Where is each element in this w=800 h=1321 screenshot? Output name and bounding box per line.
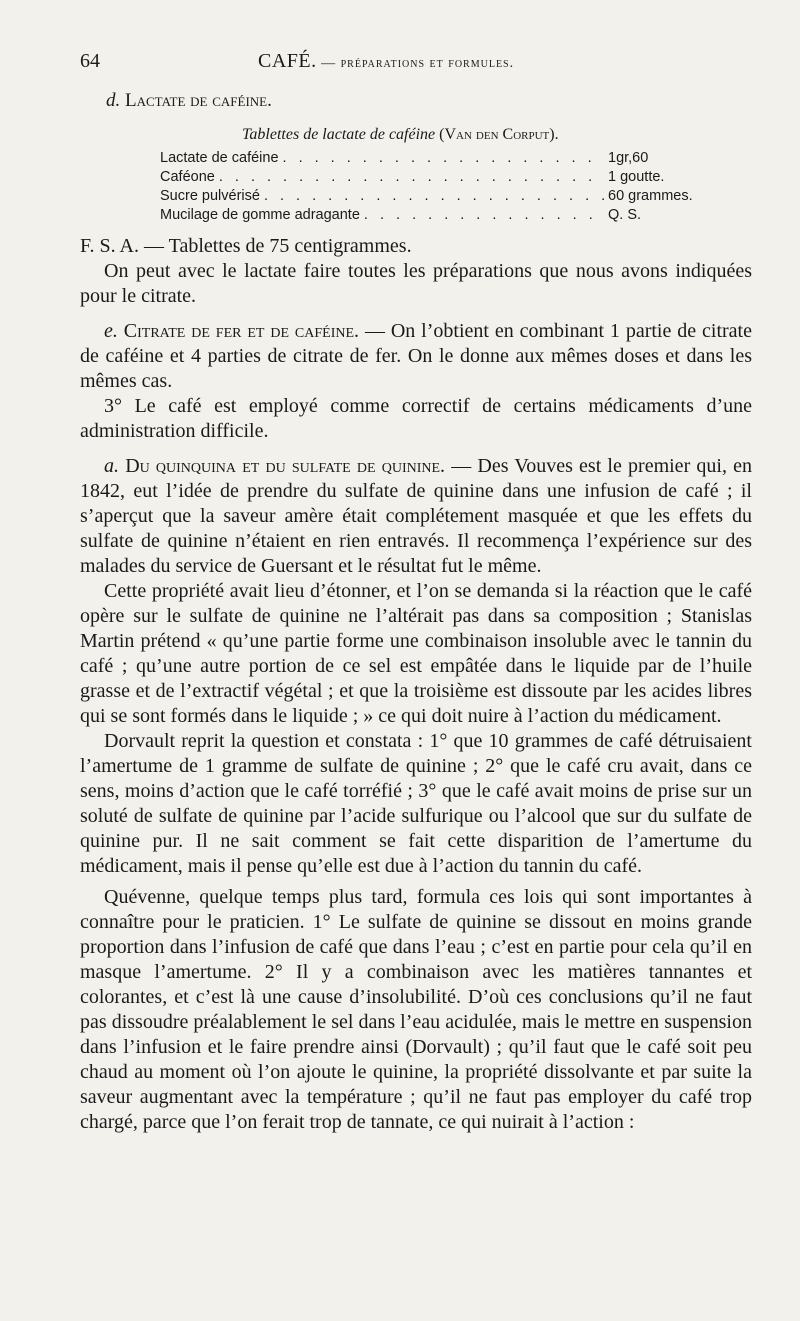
- section-title: Du quinquina et du sulfate de quinine.: [125, 455, 446, 477]
- page-number: 64: [80, 50, 100, 72]
- paragraph-text: — Des Vouves est le premier qui, en 1842, eut l’idée de prendre du sulfate de quinine dans une infusion de café ; il s’aperçut que la saveur amère était complétement masquée et que les effets du sulfate de quinine n’étaient en rien entravés. Il recommença l’expérience sur des malades du service de Guersant et le résultat fut le même.: [80, 455, 753, 577]
- ingredient-name: Sucre pulvérisé: [160, 188, 260, 204]
- section-letter: e.: [104, 320, 124, 342]
- recipe-title-text: Tablettes de lactate de caféine: [242, 126, 436, 143]
- recipe-author: (Van den Corput).: [439, 126, 559, 143]
- ingredient-row: [160, 188, 712, 207]
- paragraph-fsa: F. S. A. — Tablettes de 75 centigrammes.: [80, 235, 412, 257]
- ingredient-qty: Q. S.: [608, 207, 642, 223]
- paragraph-correctif: 3° Le café est employé comme correctif de certains médicaments d’une administration difficile.: [80, 395, 752, 442]
- section-letter: d.: [106, 90, 121, 111]
- running-title-main: CAFÉ.: [258, 50, 317, 72]
- leader-dots: [264, 188, 604, 204]
- paragraph-dorvault: Dorvault reprit la question et constata : 1° que 10 grammes de café détruisaient l’amertume de 1 gramme de sulfate de quinine ; 2° que le café cru avait, dans ce sens, moins d’action que le café torréfié ; 3° que le café avait moins de prise sur un soluté de sulfate de quinine par l’acide sulfurique ou l’alcool que sur du sulfate de quinine pur. Il ne sait comment se fait cette disparition de l’amertume du médicament, mais il pense qu’elle est due à l’action du tannin du café.: [80, 730, 752, 877]
- ingredient-qty: 1gr,60: [608, 150, 649, 166]
- ingredient-name: Caféone: [160, 169, 215, 185]
- running-title-rest: — préparations et formules.: [316, 56, 515, 71]
- ingredient-qty: 1 goutte.: [608, 169, 665, 185]
- leader-dots: [283, 150, 604, 166]
- ingredient-name: Mucilage de gomme adragante: [160, 207, 360, 223]
- section-letter: a.: [104, 455, 126, 477]
- ingredient-name: Lactate de caféine: [160, 150, 279, 166]
- paragraph-lactate: On peut avec le lactate faire toutes les préparations que nous avons indiquées pour le citrate.: [80, 260, 752, 307]
- running-title: [258, 50, 514, 73]
- running-header: [80, 48, 752, 82]
- paragraph-propriete: Cette propriété avait lieu d’étonner, et l’on se demanda si la réaction que le café opère sur le sulfate de quinine ne l’altérait pas dans sa composition ; Stanislas Martin prétend « qu’une partie forme une combinaison insoluble avec le tannin du café ; qu’une autre portion de ce sel est empâtée dans le liquide par de l’huile grasse et de l’extractif végétal ; et que la troisième est dissoute par les acides libres qui se sont formés dans le liquide ; » ce qui doit nuire à l’action du médicament.: [80, 580, 752, 727]
- paragraph-quinquina: [80, 454, 752, 579]
- ingredient-row: [160, 169, 712, 188]
- ingredient-row: [160, 207, 712, 226]
- leader-dots: [364, 207, 604, 223]
- recipe-title: [242, 126, 752, 144]
- section-title: Lactate de caféine.: [125, 90, 272, 111]
- paragraph-citrate-fer: [80, 319, 752, 394]
- ingredient-row: [160, 150, 712, 169]
- page: [80, 48, 752, 1135]
- leader-dots: [219, 169, 604, 185]
- paragraph-quevenne: Quévenne, quelque temps plus tard, formula ces lois qui sont importantes à connaître pour le praticien. 1° Le sulfate de quinine se dissout en moins grande proportion dans l’infusion de café que dans l’eau ; c’est en partie pour cela qu’il en masque l’amertume. 2° Il y a combinaison avec les matières tannantes et colorantes, et c’est là une cause d’insolubilité. D’où ces conclusions qu’il ne faut pas dissoudre préalablement le sel dans l’eau acidulée, mais le mettre en suspension dans l’infusion et le faire prendre ainsi (Dorvault) ; qu’il faut que le café soit peu chaud au moment où l’on ajoute le quinine, la propriété dissolvante et par suite la saveur augmentant avec la température ; qu’il ne faut pas employer du café trop chargé, parce que l’on ferait trop de tannate, ce qui nuirait à l’action :: [80, 886, 752, 1133]
- paragraph-text: — On l’obtient en combinant 1 partie de citrate de caféine et 4 parties de citrate de fer. On le donne aux mêmes doses et dans les mêmes cas.: [80, 320, 752, 392]
- ingredient-qty: 60 grammes.: [608, 188, 693, 204]
- section-title: Citrate de fer et de caféine.: [123, 320, 360, 342]
- ingredient-list: [160, 150, 712, 226]
- section-heading-d: [106, 90, 752, 112]
